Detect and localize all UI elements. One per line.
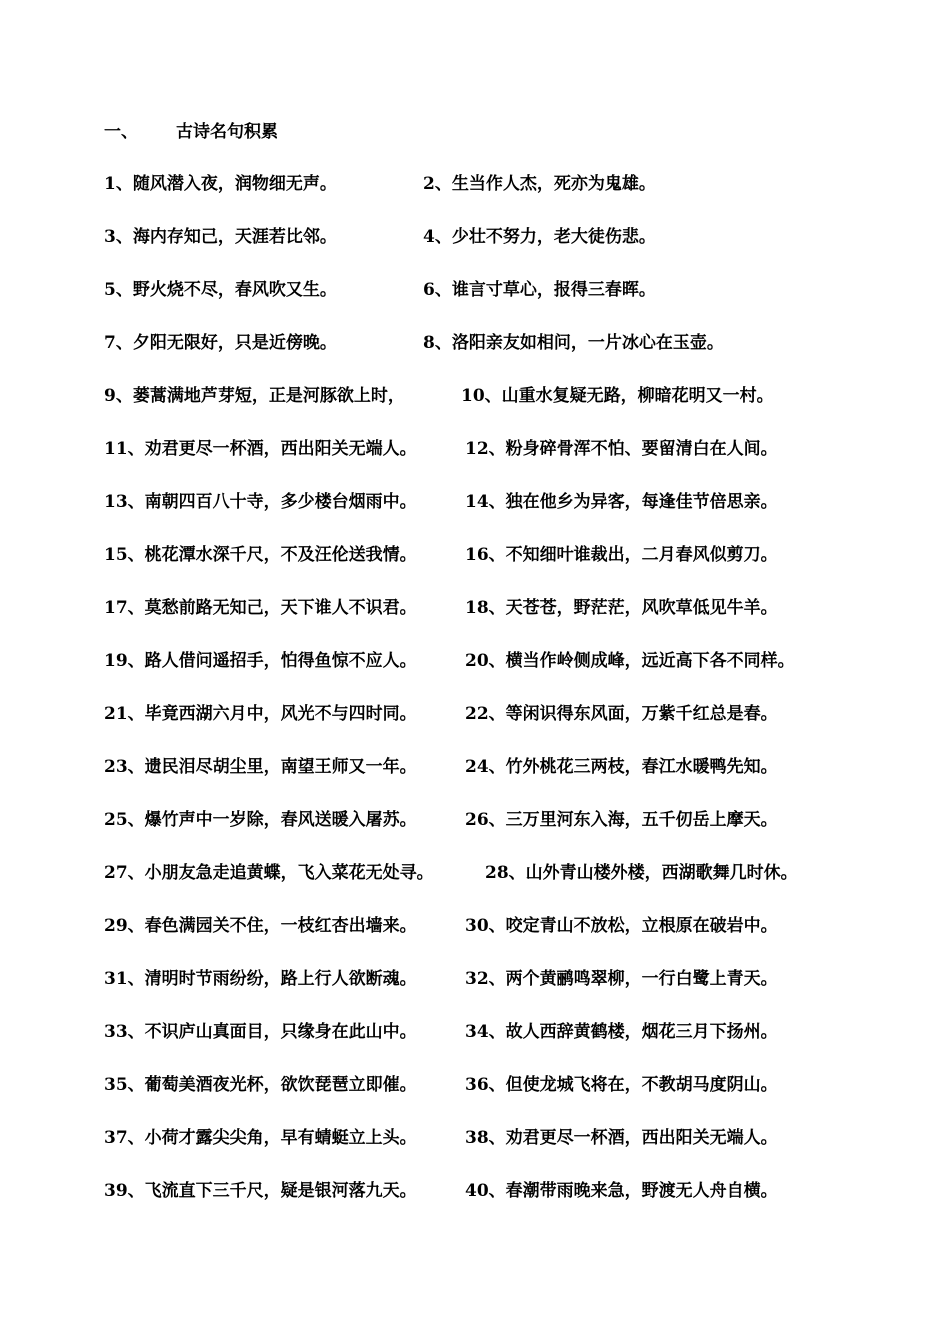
poem-row [104, 755, 924, 808]
poem-line: 19、路人借问遥招手，怕得鱼惊不应人。 [104, 651, 417, 671]
poem-line: 25、爆竹声中一岁除，春风送暖入屠苏。 [104, 810, 417, 830]
poem-row [104, 967, 924, 1020]
poem-line: 31、清明时节雨纷纷，路上行人欲断魂。 [104, 969, 417, 989]
poem-line: 24、竹外桃花三两枝，春江水暖鸭先知。 [465, 757, 778, 777]
poem-line: 12、粉身碎骨浑不怕、要留清白在人间。 [465, 439, 778, 459]
poem-line: 2、生当作人杰，死亦为鬼雄。 [423, 174, 656, 194]
poem-line: 1、随风潜入夜，润物细无声。 [104, 174, 337, 194]
poem-line: 14、独在他乡为异客，每逢佳节倍思亲。 [465, 492, 778, 512]
poem-line: 26、三万里河东入海，五千仞岳上摩天。 [465, 810, 778, 830]
section-title: 古诗名句积累 [176, 122, 278, 142]
poem-line: 28、山外青山楼外楼，西湖歌舞几时休。 [485, 863, 798, 883]
poem-row [104, 384, 924, 437]
poem-line: 32、两个黄鹂鸣翠柳，一行白鹭上青天。 [465, 969, 778, 989]
poem-line: 35、葡萄美酒夜光杯，欲饮琵琶立即催。 [104, 1075, 417, 1095]
poem-row [104, 808, 924, 861]
poem-line: 9、蒌蒿满地芦芽短，正是河豚欲上时， [104, 386, 405, 406]
poem-line: 17、莫愁前路无知己，天下谁人不识君。 [104, 598, 417, 618]
poem-line: 13、南朝四百八十寺，多少楼台烟雨中。 [104, 492, 417, 512]
poem-line: 23、遗民泪尽胡尘里，南望王师又一年。 [104, 757, 417, 777]
poem-line: 27、小朋友急走追黄蝶，飞入菜花无处寻。 [104, 863, 434, 883]
poem-row [104, 914, 924, 967]
poem-row [104, 490, 924, 543]
poem-line: 22、等闲识得东风面，万紫千红总是春。 [465, 704, 778, 724]
section-number: 一、 [104, 122, 138, 142]
poem-line: 8、洛阳亲友如相问，一片冰心在玉壶。 [423, 333, 724, 353]
poem-line: 11、劝君更尽一杯酒，西出阳关无端人。 [104, 439, 417, 459]
poem-line: 36、但使龙城飞将在，不教胡马度阴山。 [465, 1075, 778, 1095]
poem-line: 3、海内存知己，天涯若比邻。 [104, 227, 337, 247]
poem-row [104, 702, 924, 755]
poem-line: 40、春潮带雨晚来急，野渡无人舟自横。 [465, 1181, 778, 1201]
poem-row [104, 1126, 924, 1179]
poem-line: 4、少壮不努力，老大徒伤悲。 [423, 227, 656, 247]
poem-line: 39、飞流直下三千尺，疑是银河落九天。 [104, 1181, 417, 1201]
poem-line: 38、劝君更尽一杯酒，西出阳关无端人。 [465, 1128, 778, 1148]
section-heading [104, 120, 278, 144]
poem-row [104, 437, 924, 490]
poem-row [104, 278, 924, 331]
poem-row [104, 596, 924, 649]
poem-row [104, 543, 924, 596]
poem-row [104, 1020, 924, 1073]
poem-row [104, 861, 924, 914]
poem-line: 10、山重水复疑无路，柳暗花明又一村。 [461, 386, 774, 406]
poem-row [104, 225, 924, 278]
poem-line: 37、小荷才露尖尖角，早有蜻蜓立上头。 [104, 1128, 417, 1148]
poem-line: 5、野火烧不尽，春风吹又生。 [104, 280, 337, 300]
poem-row [104, 1073, 924, 1126]
poem-row [104, 331, 924, 384]
poem-line: 30、咬定青山不放松，立根原在破岩中。 [465, 916, 778, 936]
poem-line: 34、故人西辞黄鹤楼，烟花三月下扬州。 [465, 1022, 778, 1042]
poem-line: 6、谁言寸草心，报得三春晖。 [423, 280, 656, 300]
poem-line: 21、毕竟西湖六月中，风光不与四时同。 [104, 704, 417, 724]
poem-line: 15、桃花潭水深千尺，不及汪伦送我情。 [104, 545, 417, 565]
poem-row [104, 1179, 924, 1232]
poem-row [104, 172, 924, 225]
poem-row [104, 649, 924, 702]
poem-line: 18、天苍苍，野茫茫，风吹草低见牛羊。 [465, 598, 778, 618]
poem-line: 16、不知细叶谁裁出，二月春风似剪刀。 [465, 545, 778, 565]
poem-lines-list [104, 172, 924, 1232]
poem-line: 33、不识庐山真面目，只缘身在此山中。 [104, 1022, 417, 1042]
poem-line: 7、夕阳无限好，只是近傍晚。 [104, 333, 337, 353]
poem-line: 29、春色满园关不住，一枝红杏出墙来。 [104, 916, 417, 936]
poem-line: 20、横当作岭侧成峰，远近高下各不同样。 [465, 651, 795, 671]
